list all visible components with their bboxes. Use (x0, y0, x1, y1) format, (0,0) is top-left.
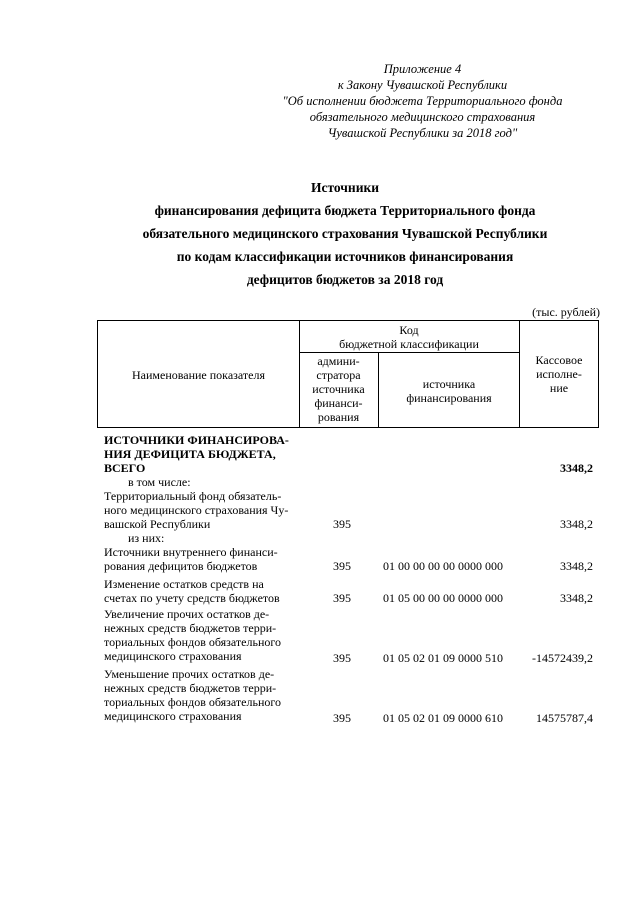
row-code: 01 00 00 00 00 0000 000 (383, 559, 503, 573)
header-text: ние (549, 381, 569, 395)
header-text: Код (399, 323, 419, 337)
table-row-name (104, 577, 301, 605)
row-name-line: Уменьшение прочих остатков де- (104, 667, 275, 681)
row-name-line: Увеличение прочих остатков де- (104, 607, 270, 621)
header-admin (299, 354, 378, 424)
title-line: Источники (310, 180, 380, 195)
header-source (379, 377, 519, 405)
row-amount: 14575787,4 (536, 711, 593, 725)
row-label-of-them: из них: (128, 531, 165, 545)
header-text: источника (312, 382, 365, 396)
row-name-line: ного медицинского страхования Чу- (104, 503, 289, 517)
row-name-line: вашской Республики (104, 517, 211, 531)
document-title (80, 176, 610, 291)
row-name-line: медицинского страхования (104, 649, 242, 663)
appendix-line: Приложение 4 (383, 62, 462, 76)
title-line: обязательного медицинского страхования Чувашской Республики (142, 226, 548, 241)
row-name-line: медицинского страхования (104, 709, 242, 723)
appendix-line: Чувашской Республики за 2018 год" (327, 126, 518, 140)
header-text: исполне- (536, 367, 582, 381)
header-text: рования (317, 410, 360, 424)
row-code: 01 05 00 00 00 0000 000 (383, 591, 503, 605)
table-row-name (104, 433, 301, 475)
row-admin: 395 (333, 559, 351, 573)
row-name-line: счетах по учету средств бюджетов (104, 591, 280, 605)
header-text: источника (422, 377, 476, 391)
title-line: дефицитов бюджетов за 2018 год (246, 272, 444, 287)
row-amount: 3348,2 (560, 591, 593, 605)
row-name-line: нежных средств бюджетов терри- (104, 681, 277, 695)
appendix-line: обязательного медицинского страхования (309, 110, 536, 124)
row-amount: 3348,2 (560, 559, 593, 573)
row-admin: 395 (333, 591, 351, 605)
appendix-line: к Закону Чувашской Республики (337, 78, 508, 92)
appendix-header (250, 61, 595, 141)
title-line: финансирования дефицита бюджета Территориального фонда (154, 203, 536, 218)
title-line: по кодам классификации источников финансирования (176, 249, 514, 264)
row-name-line: НИЯ ДЕФИЦИТА БЮДЖЕТА, (104, 447, 276, 461)
header-code-group (299, 323, 519, 351)
row-admin: 395 (333, 517, 351, 531)
table-row-name (104, 489, 301, 531)
row-name-line: ториальных фондов обязательного (104, 695, 282, 709)
header-text: стратора (316, 368, 361, 382)
appendix-line: "Об исполнении бюджета Территориального фонда (282, 94, 563, 108)
row-name-line: Территориальный фонд обязатель- (104, 489, 282, 503)
row-name-line: нежных средств бюджетов терри- (104, 621, 277, 635)
row-code: 01 05 02 01 09 0000 610 (383, 711, 503, 725)
row-amount: -14572439,2 (532, 651, 593, 665)
header-name: Наименование показателя (132, 368, 265, 382)
row-amount: 3348,2 (560, 517, 593, 531)
row-name-line: ИСТОЧНИКИ ФИНАНСИРОВА- (104, 433, 289, 447)
row-label-in-total: в том числе: (128, 475, 191, 489)
header-text: финансирования (406, 391, 492, 405)
row-admin: 395 (333, 711, 351, 725)
row-name-line: ВСЕГО (104, 461, 146, 475)
row-amount: 3348,2 (560, 461, 593, 475)
header-text: админи- (317, 354, 360, 368)
header-text: финанси- (314, 396, 363, 410)
table-row-name (104, 607, 301, 663)
header-text: Кассовое (535, 353, 583, 367)
table-header (97, 320, 599, 428)
header-divider (299, 352, 519, 353)
header-text: бюджетной классификации (339, 337, 479, 351)
row-name-line: рования дефицитов бюджетов (104, 559, 258, 573)
table-row-name (104, 667, 301, 723)
row-name-line: ториальных фондов обязательного (104, 635, 282, 649)
units-label: (тыс. рублей) (532, 305, 600, 319)
table-row-name (104, 545, 301, 573)
row-name-line: Изменение остатков средств на (104, 577, 264, 591)
header-execution (520, 353, 598, 395)
row-admin: 395 (333, 651, 351, 665)
row-name-line: Источники внутреннего финанси- (104, 545, 278, 559)
row-code: 01 05 02 01 09 0000 510 (383, 651, 503, 665)
